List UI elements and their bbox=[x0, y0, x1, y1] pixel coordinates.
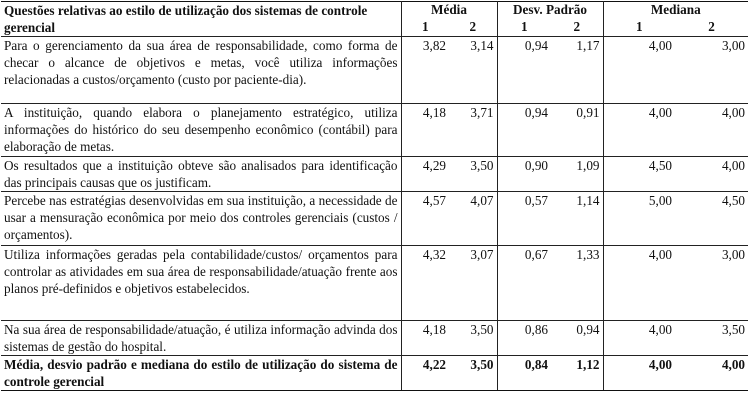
header-sub-mean-2: 2 bbox=[449, 19, 497, 37]
summary-value-cell: 4,00 bbox=[675, 356, 748, 391]
summary-question-cell: Média, desvio padrão e mediana do estilo de utilização do sistema de controle gerencial bbox=[1, 356, 401, 391]
question-cell: Os resultados que a instituição obteve são analisados para identificação das principais causas que os justificam. bbox=[1, 157, 401, 192]
header-sub-median-2: 2 bbox=[675, 19, 748, 37]
value-cell: 4,50 bbox=[675, 192, 748, 246]
value-cell: 1,33 bbox=[551, 246, 603, 321]
table-row bbox=[1, 37, 748, 104]
header-question bbox=[1, 2, 401, 37]
value-cell: 1,14 bbox=[551, 192, 603, 246]
table-row bbox=[1, 104, 748, 157]
header-sub-std-1: 1 bbox=[497, 19, 551, 37]
value-cell: 3,50 bbox=[449, 157, 497, 192]
value-cell: 3,50 bbox=[675, 321, 748, 356]
header-std-dev-label: Desv. Padrão bbox=[513, 2, 587, 17]
summary-value-cell: 0,84 bbox=[497, 356, 551, 391]
value-cell: 3,82 bbox=[401, 37, 449, 104]
value-cell: 1,17 bbox=[551, 37, 603, 104]
table-row bbox=[1, 157, 748, 192]
value-cell: 0,86 bbox=[497, 321, 551, 356]
value-cell: 0,90 bbox=[497, 157, 551, 192]
question-cell: Utiliza informações geradas pela contabilidade/custos/ orçamentos para controlar as atividades em sua área de responsabilidade/atuação frente aos planos pré-definidos e objetivos estabelecidos. bbox=[1, 246, 401, 321]
table-row bbox=[1, 246, 748, 321]
header-median-label: Mediana bbox=[650, 2, 701, 17]
value-cell: 5,00 bbox=[603, 192, 675, 246]
value-cell: 3,07 bbox=[449, 246, 497, 321]
statistics-table bbox=[1, 1, 748, 391]
header-sub-std-2: 2 bbox=[551, 19, 603, 37]
header-mean bbox=[401, 2, 497, 20]
value-cell: 3,14 bbox=[449, 37, 497, 104]
value-cell: 3,50 bbox=[449, 321, 497, 356]
summary-value-cell: 3,50 bbox=[449, 356, 497, 391]
question-cell: A instituição, quando elabora o planejamento estratégico, utiliza informações do histórico do seu desempenho econômico (contábil) para elaboração de metas. bbox=[1, 104, 401, 157]
header-question-text: Questões relativas ao estilo de utilização dos sistemas de controle gerencial bbox=[4, 3, 368, 35]
question-cell: Percebe nas estratégias desenvolvidas em sua instituição, a necessidade de usar a mensuração econômica por meio dos controles gerenciais (custos / orçamentos). bbox=[1, 192, 401, 246]
header-std-dev bbox=[497, 2, 603, 20]
value-cell: 0,94 bbox=[551, 321, 603, 356]
value-cell: 4,57 bbox=[401, 192, 449, 246]
value-cell: 3,00 bbox=[675, 37, 748, 104]
value-cell: 4,00 bbox=[603, 104, 675, 157]
table-row bbox=[1, 192, 748, 246]
summary-value-cell: 1,12 bbox=[551, 356, 603, 391]
value-cell: 4,00 bbox=[603, 321, 675, 356]
header-sub-median-1: 1 bbox=[603, 19, 675, 37]
value-cell: 0,67 bbox=[497, 246, 551, 321]
summary-value-cell: 4,00 bbox=[603, 356, 675, 391]
value-cell: 4,32 bbox=[401, 246, 449, 321]
value-cell: 0,57 bbox=[497, 192, 551, 246]
header-median bbox=[603, 2, 748, 20]
summary-row bbox=[1, 356, 748, 391]
value-cell: 0,91 bbox=[551, 104, 603, 157]
value-cell: 4,29 bbox=[401, 157, 449, 192]
value-cell: 4,50 bbox=[603, 157, 675, 192]
summary-value-cell: 4,22 bbox=[401, 356, 449, 391]
header-row-groups bbox=[1, 2, 748, 20]
value-cell: 4,18 bbox=[401, 104, 449, 157]
value-cell: 3,71 bbox=[449, 104, 497, 157]
question-cell: Na sua área de responsabilidade/atuação, é utiliza informação advinda dos sistemas de gestão do hospital. bbox=[1, 321, 401, 356]
value-cell: 4,00 bbox=[603, 37, 675, 104]
value-cell: 0,94 bbox=[497, 104, 551, 157]
value-cell: 1,09 bbox=[551, 157, 603, 192]
value-cell: 0,94 bbox=[497, 37, 551, 104]
header-mean-label: Média bbox=[431, 2, 467, 17]
value-cell: 4,07 bbox=[449, 192, 497, 246]
header-sub-mean-1: 1 bbox=[401, 19, 449, 37]
table-row bbox=[1, 321, 748, 356]
value-cell: 4,00 bbox=[675, 104, 748, 157]
question-cell: Para o gerenciamento da sua área de responsabilidade, como forma de checar o alcance de objetivos e metas, você utiliza informações relacionadas a custos/orçamento (custo por paciente-dia). bbox=[1, 37, 401, 104]
value-cell: 4,00 bbox=[675, 157, 748, 192]
value-cell: 3,00 bbox=[675, 246, 748, 321]
value-cell: 4,18 bbox=[401, 321, 449, 356]
value-cell: 4,00 bbox=[603, 246, 675, 321]
